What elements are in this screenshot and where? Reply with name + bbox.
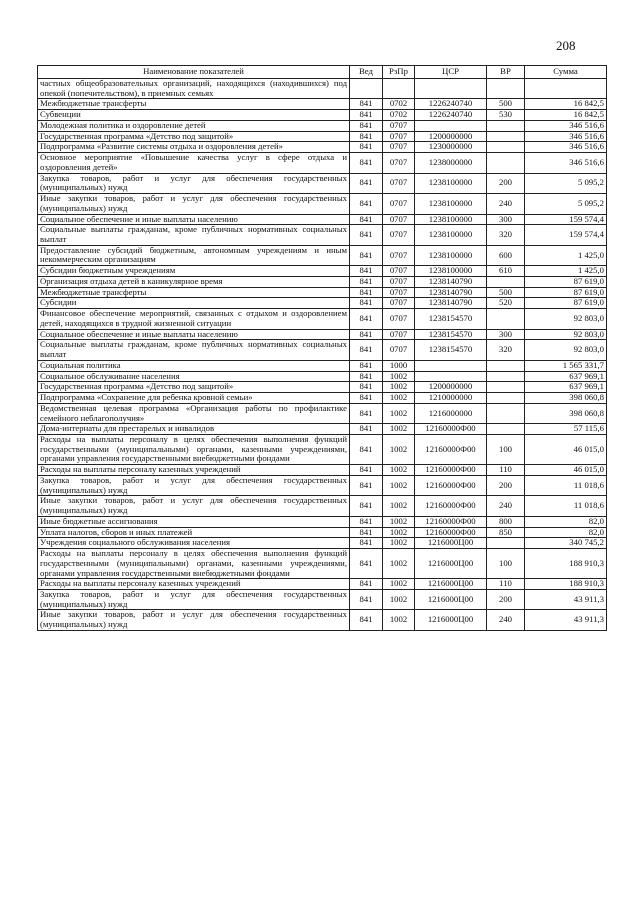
table-header-row [38,66,607,79]
row-rzpr: 0707 [383,287,415,298]
table-row [38,309,607,329]
row-ved: 841 [350,610,383,630]
row-name: Государственная программа «Детство под защитой» [38,382,350,393]
row-name: Расходы на выплаты персоналу в целях обеспечения выполнения функций государственными (муниципальными) органами, казенными учреждениями, органами управления государственными внебюджетными фондами [38,549,350,579]
table-row [38,475,607,495]
row-rzpr: 1002 [383,475,415,495]
row-ved: 841 [350,245,383,265]
row-vr: 100 [487,549,525,579]
row-ved: 841 [350,424,383,435]
row-name: Иные бюджетные ассигнования [38,516,350,527]
row-name: Закупка товаров, работ и услуг для обеспечения государственных (муниципальных) нужд [38,173,350,193]
row-rzpr: 0707 [383,120,415,131]
row-rzpr: 1000 [383,360,415,371]
row-sum [525,79,607,99]
row-rzpr: 0707 [383,329,415,340]
row-sum: 92 803,0 [525,309,607,329]
row-csr: 1216000000 [415,403,487,423]
table-row [38,214,607,225]
row-csr [415,79,487,99]
row-rzpr: 0702 [383,99,415,110]
row-name: Социальное обеспечение и иные выплаты населению [38,214,350,225]
row-csr: 1216000Ц00 [415,589,487,609]
row-sum: 46 015,0 [525,465,607,476]
row-name: Иные закупки товаров, работ и услуг для обеспечения государственных (муниципальных) нужд [38,610,350,630]
row-vr [487,131,525,142]
row-sum: 340 745,2 [525,538,607,549]
row-name: Иные закупки товаров, работ и услуг для обеспечения государственных (муниципальных) нужд [38,496,350,516]
row-rzpr: 0707 [383,298,415,309]
row-sum: 87 619,0 [525,287,607,298]
row-vr [487,371,525,382]
row-rzpr: 0707 [383,153,415,173]
row-vr [487,538,525,549]
row-csr: 1238100000 [415,173,487,193]
row-name: Субсидии бюджетным учреждениям [38,266,350,277]
row-vr: 300 [487,329,525,340]
row-csr: 1216000Ц00 [415,579,487,590]
row-vr: 850 [487,527,525,538]
row-csr [415,360,487,371]
row-sum: 43 911,3 [525,610,607,630]
row-csr: 12160000Ф00 [415,516,487,527]
row-vr: 240 [487,496,525,516]
row-rzpr: 1002 [383,424,415,435]
row-rzpr: 0707 [383,173,415,193]
row-name: Межбюджетные трансферты [38,287,350,298]
table-row [38,424,607,435]
header-sum: Сумма [525,66,607,79]
row-csr: 12160000Ф00 [415,434,487,464]
row-ved: 841 [350,579,383,590]
row-vr [487,79,525,99]
row-csr: 12160000Ф00 [415,424,487,435]
row-sum: 87 619,0 [525,298,607,309]
row-vr: 240 [487,610,525,630]
row-rzpr: 1002 [383,538,415,549]
row-name: Учреждения социального обслуживания населения [38,538,350,549]
row-rzpr: 0707 [383,245,415,265]
row-ved: 841 [350,276,383,287]
row-name: Социальное обеспечение и иные выплаты населению [38,329,350,340]
row-ved: 841 [350,287,383,298]
row-ved: 841 [350,225,383,245]
row-vr [487,393,525,404]
row-rzpr: 1002 [383,465,415,476]
table-row [38,266,607,277]
row-ved: 841 [350,465,383,476]
row-vr [487,309,525,329]
row-sum: 346 516,6 [525,142,607,153]
table-row [38,403,607,423]
row-rzpr: 1002 [383,579,415,590]
row-rzpr: 0707 [383,131,415,142]
table-row [38,131,607,142]
row-vr: 500 [487,99,525,110]
row-sum: 346 516,6 [525,153,607,173]
table-row [38,610,607,630]
table-row [38,340,607,360]
budget-table [37,65,607,631]
row-sum: 188 910,3 [525,579,607,590]
row-ved: 841 [350,475,383,495]
row-rzpr: 0707 [383,194,415,214]
table-row [38,393,607,404]
row-csr: 1238154570 [415,309,487,329]
row-csr: 1238140790 [415,287,487,298]
row-vr: 320 [487,340,525,360]
row-csr [415,120,487,131]
table-row [38,173,607,193]
table-body [38,79,607,631]
row-vr: 300 [487,214,525,225]
row-ved: 841 [350,516,383,527]
table-row [38,589,607,609]
header-rzpr: РзПр [383,66,415,79]
row-rzpr: 1002 [383,516,415,527]
table-row [38,527,607,538]
row-sum: 637 969,1 [525,382,607,393]
table-row [38,382,607,393]
row-ved: 841 [350,403,383,423]
row-vr: 100 [487,434,525,464]
row-name: Дома-интернаты для престарелых и инвалидов [38,424,350,435]
row-name: Ведомственная целевая программа «Организация работы по профилактике семейного неблагополучия» [38,403,350,423]
row-ved: 841 [350,142,383,153]
row-name: Расходы на выплаты персоналу казенных учреждений [38,579,350,590]
row-name: Субсидии [38,298,350,309]
row-rzpr: 0707 [383,225,415,245]
row-csr: 1230000000 [415,142,487,153]
row-name: Закупка товаров, работ и услуг для обеспечения государственных (муниципальных) нужд [38,589,350,609]
row-ved: 841 [350,214,383,225]
row-rzpr: 1002 [383,434,415,464]
row-sum: 398 060,8 [525,403,607,423]
row-ved: 841 [350,99,383,110]
row-ved: 841 [350,298,383,309]
table-row [38,496,607,516]
row-rzpr: 0707 [383,142,415,153]
row-name: Предоставление субсидий бюджетным, автономным учреждениям и иным некоммерческим организациям [38,245,350,265]
row-name: Уплата налогов, сборов и иных платежей [38,527,350,538]
row-name: Государственная программа «Детство под защитой» [38,131,350,142]
row-csr: 1216000Ц00 [415,538,487,549]
row-name: Социальная политика [38,360,350,371]
table-row [38,120,607,131]
row-csr: 1238100000 [415,225,487,245]
row-vr: 200 [487,475,525,495]
row-ved: 841 [350,360,383,371]
row-rzpr: 1002 [383,496,415,516]
row-sum: 11 018,6 [525,496,607,516]
row-ved: 841 [350,153,383,173]
row-csr: 1238100000 [415,194,487,214]
row-vr: 110 [487,465,525,476]
table-row [38,225,607,245]
row-sum: 5 095,2 [525,173,607,193]
table-row [38,329,607,340]
row-vr [487,276,525,287]
table-row [38,434,607,464]
header-name: Наименование показателей [38,66,350,79]
row-csr: 12160000Ф00 [415,496,487,516]
row-ved: 841 [350,266,383,277]
row-vr: 530 [487,110,525,121]
row-vr [487,403,525,423]
table-row [38,549,607,579]
header-csr: ЦСР [415,66,487,79]
table-row [38,194,607,214]
row-rzpr: 1002 [383,549,415,579]
row-name: Межбюджетные трансферты [38,99,350,110]
row-name: Организация отдыха детей в каникулярное время [38,276,350,287]
row-sum: 82,0 [525,527,607,538]
row-sum: 159 574,4 [525,225,607,245]
row-rzpr: 1002 [383,610,415,630]
table-row [38,153,607,173]
row-ved: 841 [350,194,383,214]
table-row [38,538,607,549]
row-csr: 1216000Ц00 [415,549,487,579]
row-vr: 500 [487,287,525,298]
row-sum: 57 115,6 [525,424,607,435]
row-vr: 520 [487,298,525,309]
row-vr: 200 [487,589,525,609]
row-ved: 841 [350,120,383,131]
row-ved: 841 [350,549,383,579]
row-sum: 11 018,6 [525,475,607,495]
row-vr [487,424,525,435]
row-csr: 12160000Ф00 [415,475,487,495]
row-rzpr: 1002 [383,382,415,393]
row-ved: 841 [350,538,383,549]
row-sum: 1 565 331,7 [525,360,607,371]
row-sum: 346 516,6 [525,131,607,142]
table-row [38,110,607,121]
row-csr: 1238100000 [415,245,487,265]
row-sum: 159 574,4 [525,214,607,225]
table-row [38,142,607,153]
row-csr: 1200000000 [415,131,487,142]
row-name: Закупка товаров, работ и услуг для обеспечения государственных (муниципальных) нужд [38,475,350,495]
row-rzpr: 0707 [383,309,415,329]
row-csr: 1238154570 [415,329,487,340]
row-ved: 841 [350,434,383,464]
row-ved: 841 [350,393,383,404]
row-rzpr: 0707 [383,266,415,277]
row-vr [487,120,525,131]
row-csr: 1238154570 [415,340,487,360]
table-row [38,360,607,371]
row-sum: 398 060,8 [525,393,607,404]
row-csr: 12160000Ф00 [415,465,487,476]
row-name: Подпрограмма «Сохранение для ребенка кровной семьи» [38,393,350,404]
row-rzpr: 1002 [383,527,415,538]
row-ved: 841 [350,173,383,193]
row-csr: 1226240740 [415,110,487,121]
row-vr: 240 [487,194,525,214]
row-ved: 841 [350,309,383,329]
row-csr: 1210000000 [415,393,487,404]
row-ved: 841 [350,371,383,382]
row-sum: 1 425,0 [525,245,607,265]
row-ved: 841 [350,527,383,538]
row-ved [350,79,383,99]
row-vr [487,360,525,371]
row-sum: 16 842,5 [525,99,607,110]
row-ved: 841 [350,496,383,516]
table-row [38,245,607,265]
row-ved: 841 [350,382,383,393]
row-vr [487,153,525,173]
table-row [38,298,607,309]
row-vr: 110 [487,579,525,590]
row-rzpr: 1002 [383,371,415,382]
row-sum: 5 095,2 [525,194,607,214]
table-row [38,465,607,476]
row-vr: 320 [487,225,525,245]
row-rzpr: 0702 [383,110,415,121]
row-rzpr: 0707 [383,340,415,360]
table-row [38,79,607,99]
row-rzpr: 0707 [383,276,415,287]
row-sum: 87 619,0 [525,276,607,287]
row-ved: 841 [350,329,383,340]
row-name: Социальное обслуживание населения [38,371,350,382]
row-rzpr: 1002 [383,393,415,404]
row-name: Субвенции [38,110,350,121]
row-csr [415,371,487,382]
row-sum: 188 910,3 [525,549,607,579]
header-ved: Вед [350,66,383,79]
row-csr: 1200000000 [415,382,487,393]
table-row [38,516,607,527]
row-csr: 1226240740 [415,99,487,110]
table-row [38,276,607,287]
row-rzpr [383,79,415,99]
row-name: Финансовое обеспечение мероприятий, связанных с отдыхом и оздоровлением детей, находящихся в трудной жизненной ситуации [38,309,350,329]
row-vr [487,382,525,393]
row-name: Подпрограмма «Развитие системы отдыха и оздоровления детей» [38,142,350,153]
row-name: Основное мероприятие «Повышение качества услуг в сфере отдыха и оздоровления детей» [38,153,350,173]
row-vr: 600 [487,245,525,265]
row-vr: 800 [487,516,525,527]
row-ved: 841 [350,340,383,360]
row-sum: 92 803,0 [525,329,607,340]
row-sum: 1 425,0 [525,266,607,277]
row-name: частных общеобразовательных организаций, находящихся (находившихся) под опекой (попечительством), в приемных семьях [38,79,350,99]
row-name: Расходы на выплаты персоналу в целях обеспечения выполнения функций государственными (муниципальными) органами, казенными учреждениями, органами управления государственными внебюджетными фондами [38,434,350,464]
row-rzpr: 1002 [383,403,415,423]
row-sum: 92 803,0 [525,340,607,360]
row-name: Социальные выплаты гражданам, кроме публичных нормативных социальных выплат [38,340,350,360]
row-vr [487,142,525,153]
row-name: Расходы на выплаты персоналу казенных учреждений [38,465,350,476]
row-csr: 1238140790 [415,298,487,309]
row-sum: 46 015,0 [525,434,607,464]
row-name: Молодежная политика и оздоровление детей [38,120,350,131]
row-vr: 610 [487,266,525,277]
row-csr: 1238100000 [415,214,487,225]
header-vr: ВР [487,66,525,79]
row-ved: 841 [350,131,383,142]
row-sum: 82,0 [525,516,607,527]
row-sum: 43 911,3 [525,589,607,609]
table-row [38,371,607,382]
row-sum: 16 842,5 [525,110,607,121]
row-csr: 12160000Ф00 [415,527,487,538]
row-ved: 841 [350,110,383,121]
row-name: Иные закупки товаров, работ и услуг для обеспечения государственных (муниципальных) нужд [38,194,350,214]
table-row [38,99,607,110]
row-csr: 1238140790 [415,276,487,287]
table-row [38,579,607,590]
table-row [38,287,607,298]
page-number: 208 [556,38,576,53]
row-sum: 637 969,1 [525,371,607,382]
row-csr: 1238100000 [415,266,487,277]
row-ved: 841 [350,589,383,609]
row-rzpr: 0707 [383,214,415,225]
row-vr: 200 [487,173,525,193]
row-name: Социальные выплаты гражданам, кроме публичных нормативных социальных выплат [38,225,350,245]
row-sum: 346 516,6 [525,120,607,131]
row-rzpr: 1002 [383,589,415,609]
row-csr: 1238000000 [415,153,487,173]
row-csr: 1216000Ц00 [415,610,487,630]
